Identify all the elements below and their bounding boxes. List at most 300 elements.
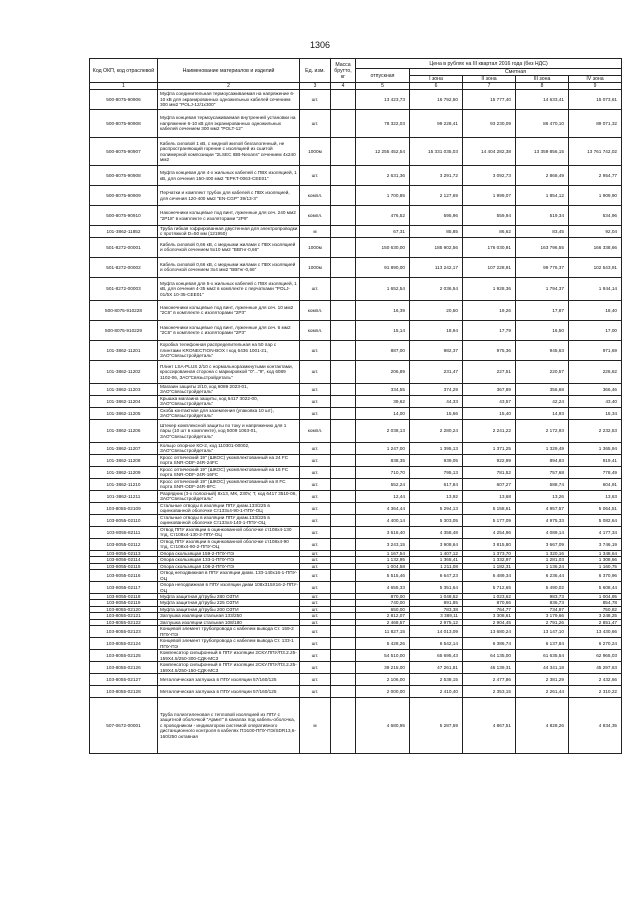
price-zone-2: 15,40 (463, 407, 516, 419)
price-zone-4: 971,69 (569, 340, 622, 360)
price-zone-2: 1 332,97 (463, 557, 516, 563)
header-otpusknaya: отпускная (356, 69, 410, 83)
price-zone-2: 4 867,51 (463, 698, 516, 754)
column-number: 9 (569, 83, 622, 90)
price-otpusknaya: 740,00 (356, 600, 410, 606)
price-zone-4: 1 004,95 (569, 594, 622, 600)
item-unit: шт. (300, 526, 331, 538)
price-zone-4: 62 965,03 (569, 650, 622, 662)
item-mass (331, 110, 356, 138)
price-zone-1: 982,37 (410, 340, 463, 360)
item-name: Наконечники кольцевые под винт, луженные для сеч. 240 мм2 "2Р18" в комплекте с изоляторами "2Р9" (158, 206, 300, 226)
table-row (90, 466, 622, 478)
price-zone-1: 65 695,43 (410, 650, 463, 662)
price-zone-4: 13 761 742,02 (569, 138, 622, 166)
column-number: 3 (300, 83, 331, 90)
item-unit: шт. (300, 166, 331, 186)
item-unit: 1000м (300, 237, 331, 257)
item-unit: шт. (300, 502, 331, 514)
price-zone-3: 6 236,44 (516, 570, 569, 582)
item-name: Труба полиэтиленовая с тепловой изоляцией из ППУ с защитной оболочкой "Армит" в каналах под кабель-оболочка, с проводником - индикатором системой оперативного дистанционного контроля в кабелях ПЭ100-ППУ-ПЭ/SDR13,6-160/250 октавная (158, 698, 300, 754)
item-name: Стальные отводы в изоляции ППУ диам.133/225 в оцинкованной оболочке Ст133х4-90-1-ППУ-ОЦ (158, 502, 300, 514)
price-otpusknaya: 4 400,14 (356, 514, 410, 526)
price-zone-1: 374,29 (410, 383, 463, 395)
item-unit: шт. (300, 90, 331, 110)
price-zone-2: 2 353,15 (463, 686, 516, 698)
header-price-title: Цена в рублях на III квартал 2016 года (без НДС) (356, 59, 622, 69)
item-name: Отвод ППУ изоляции в оцинкованной оболочке ст108х4-90 тпд, Ст108х4-90-2-ППУ-ОЦ (158, 538, 300, 550)
table-row (90, 419, 622, 442)
price-zone-3: 6 137,84 (516, 638, 569, 650)
table-row (90, 662, 622, 674)
item-code: 101-3862-11210 (90, 478, 158, 490)
table-row (90, 237, 622, 257)
price-otpusknaya: 5 515,46 (356, 570, 410, 582)
price-zone-2: 14 404 282,38 (463, 138, 516, 166)
price-zone-4: 5 608,44 (569, 582, 622, 594)
column-number: 2 (158, 83, 300, 90)
table-row (90, 166, 622, 186)
item-name: Муфта соединительная термоусаживаемая на напряжение 6-10 кВ для экранированных одножильных кабелей сечением 300 мм2 "POLJ-12/1x300" (158, 90, 300, 110)
price-zone-4: 750,82 (569, 606, 622, 612)
item-unit: шт. (300, 570, 331, 582)
item-code: 103-8055-02114 (90, 557, 158, 563)
item-unit: шт. (300, 110, 331, 138)
price-zone-4: 2 310,22 (569, 686, 622, 698)
item-name: Кольцо опорное КО-2, код 110301-00002, ЗАО"Связьстройдеталь" (158, 442, 300, 454)
table-row (90, 650, 622, 662)
price-zone-1: 1 365,41 (410, 557, 463, 563)
price-otpusknaya: 2 812,07 (356, 613, 410, 619)
item-mass (331, 206, 356, 226)
table-row (90, 360, 622, 383)
price-zone-1: 4 358,48 (410, 526, 463, 538)
price-zone-1: 99 228,41 (410, 110, 463, 138)
price-zone-1: 1 407,12 (410, 550, 463, 556)
price-zone-1: 5 294,13 (410, 502, 463, 514)
item-mass (331, 340, 356, 360)
item-code: 101-3862-11206 (90, 419, 158, 442)
price-zone-1: 2 410,40 (410, 686, 463, 698)
price-zone-4: 4 177,34 (569, 526, 622, 538)
price-zone-3: 83,45 (516, 226, 569, 238)
price-zone-3: 945,63 (516, 340, 569, 360)
item-mass (331, 395, 356, 407)
item-mass (331, 237, 356, 257)
item-name: Кабель силовой 0,66 кВ, с медными жилами с ПВХ изоляцией и оболочкой сечением 3х4 мм2 "ВВГнг-0,66" (158, 257, 300, 277)
item-mass (331, 538, 356, 550)
table-row (90, 686, 622, 698)
price-zone-3: 2 381,29 (516, 674, 569, 686)
price-zone-3: 836,73 (516, 600, 569, 606)
price-zone-4: 534,96 (569, 206, 622, 226)
price-zone-3: 1 281,03 (516, 557, 569, 563)
item-unit: шт. (300, 490, 331, 502)
price-zone-3: 42,24 (516, 395, 569, 407)
table-body (90, 90, 622, 754)
column-number: 6 (410, 83, 463, 90)
price-otpusknaya: 3 243,15 (356, 538, 410, 550)
item-unit: шт. (300, 650, 331, 662)
price-zone-1: 891,85 (410, 600, 463, 606)
item-unit: шт. (300, 550, 331, 556)
price-zone-2: 975,36 (463, 340, 516, 360)
price-otpusknaya: 650,00 (356, 606, 410, 612)
item-name: Компенсатор сильфонный в ППУ изоляции 2СКУ.ППУ/П3.2.25-159Х4.5/250-300-СДК-МСЗ (158, 650, 300, 662)
item-name: Муфта концевая термоусаживаемая внутренней установки на напряжение 6-10 кВ для экранированных одножильных кабелей сечением 300 мм2 "POLT-12" (158, 110, 300, 138)
item-name: Перчатки и комплект трубок для кабелей с ПВХ изоляцией, для сечения 120-400 мм2 "EN-CGP" 39/13-3" (158, 186, 300, 206)
item-code: 103-8055-02117 (90, 582, 158, 594)
price-otpusknaya: 15,14 (356, 320, 410, 340)
price-zone-2: 781,52 (463, 466, 516, 478)
item-mass (331, 383, 356, 395)
price-otpusknaya: 150 630,00 (356, 237, 410, 257)
item-unit: шт. (300, 686, 331, 698)
item-unit: шт. (300, 407, 331, 419)
price-zone-3: 86 470,10 (516, 110, 569, 138)
price-zone-2: 46 139,31 (463, 662, 516, 674)
price-otpusknaya: 12 255 452,54 (356, 138, 410, 166)
price-zone-2: 93 230,09 (463, 110, 516, 138)
price-zone-4: 778,49 (569, 466, 622, 478)
item-unit: шт. (300, 514, 331, 526)
price-zone-2: 2 241,22 (463, 419, 516, 442)
price-zone-1: 5 287,59 (410, 698, 463, 754)
item-code: 101-3862-11201 (90, 340, 158, 360)
price-zone-2: 607,27 (463, 478, 516, 490)
item-name: Металлическая заглушка в ППУ изоляции 57/160/125 (158, 686, 300, 698)
item-name: Штекер комплексной защиты по току и напряжению для 1 пары (10 шт в комплекте), код 5009 1063-01, ЗАО"Связьстройдеталь" (158, 419, 300, 442)
column-number: 5 (356, 83, 410, 90)
item-name: Коробка телефонная распределительная на 50 пар с плинтами KRONECTION-BOX I код 6436 1001-21, ЗАО"Связьстройдеталь" (158, 340, 300, 360)
header-zone-2: II зона (463, 76, 516, 83)
price-zone-3: 894,83 (516, 454, 569, 466)
header-mass: Масса брутто, кг (331, 59, 356, 83)
price-zone-1: 2 127,69 (410, 186, 463, 206)
price-zone-1: 939,05 (410, 454, 463, 466)
item-mass (331, 570, 356, 582)
item-code: 500-8075-90908 (90, 110, 158, 138)
price-zone-2: 1 182,31 (463, 563, 516, 569)
price-zone-1: 2 538,15 (410, 674, 463, 686)
table-row (90, 407, 622, 419)
item-mass (331, 257, 356, 277)
table-row (90, 538, 622, 550)
item-mass (331, 442, 356, 454)
price-zone-4: 15 073,61 (569, 90, 622, 110)
item-mass (331, 466, 356, 478)
item-code: 101-3862-11205 (90, 407, 158, 419)
price-zone-3: 14 633,41 (516, 90, 569, 110)
item-mass (331, 419, 356, 442)
price-zone-2: 5 177,09 (463, 514, 516, 526)
item-code: 101-3862-11204 (90, 395, 158, 407)
price-zone-4: 1 844,14 (569, 277, 622, 300)
price-zone-2: 64 135,00 (463, 650, 516, 662)
item-mass (331, 638, 356, 650)
price-zone-4: 4 834,35 (569, 698, 622, 754)
item-unit: 1000м (300, 138, 331, 166)
price-zone-4: 17,00 (569, 320, 622, 340)
price-zone-2: 922,99 (463, 454, 516, 466)
item-name: Стальные отводы в изоляции ППУ диам.133/225 в оцинкованной оболочке Ст133х4-140-1-ППУ-ОЦ (158, 514, 300, 526)
price-zone-3: 13 147,10 (516, 626, 569, 638)
item-unit: шт. (300, 638, 331, 650)
item-mass (331, 90, 356, 110)
price-zone-1: 14 013,09 (410, 626, 463, 638)
price-zone-4: 919,41 (569, 454, 622, 466)
price-zone-2: 6 489,34 (463, 570, 516, 582)
table-row (90, 514, 622, 526)
price-otpusknaya: 476,52 (356, 206, 410, 226)
item-code: 103-8055-02121 (90, 613, 158, 619)
price-zone-2: 870,66 (463, 600, 516, 606)
table-row (90, 478, 622, 490)
price-zone-2: 107 228,91 (463, 257, 516, 277)
table-row (90, 206, 622, 226)
table-row (90, 90, 622, 110)
item-code: 101-3862-11852 (90, 226, 158, 238)
item-unit: компл. (300, 186, 331, 206)
item-name: Концевой элемент трубопровода с кабелем вывода Ст. 133-1 ППУ-ПЭ (158, 638, 300, 650)
item-mass (331, 662, 356, 674)
price-zone-3: 13 359 856,15 (516, 138, 569, 166)
price-otpusknaya: 54 510,00 (356, 650, 410, 662)
column-number: 1 (90, 83, 158, 90)
item-unit: компл. (300, 419, 331, 442)
item-unit: шт. (300, 466, 331, 478)
item-mass (331, 320, 356, 340)
price-zone-1: 15,66 (410, 407, 463, 419)
item-mass (331, 478, 356, 490)
table-row (90, 526, 622, 538)
item-code: 103-8055-02120 (90, 606, 158, 612)
price-zone-2: 764,77 (463, 606, 516, 612)
price-otpusknaya: 1 700,85 (356, 186, 410, 206)
item-code: 101-3862-11209 (90, 466, 158, 478)
price-zone-3: 4 957,57 (516, 502, 569, 514)
price-zone-2: 2 477,86 (463, 674, 516, 686)
item-name: Отвод ППУ изоляции в оцинкованной оболочке ст108х4-130 тпд, Ст108х4-130-2-ППУ-ОЦ (158, 526, 300, 538)
header-smetnaya: Сметная (410, 69, 622, 76)
price-zone-3: 1 329,49 (516, 442, 569, 454)
item-code: 103-8055-02124 (90, 638, 158, 650)
price-zone-1: 85,85 (410, 226, 463, 238)
price-zone-2: 13,68 (463, 490, 516, 502)
item-unit: шт. (300, 619, 331, 625)
price-zone-4: 166 338,66 (569, 237, 622, 257)
table-row (90, 340, 622, 360)
item-code: 500-8075-90909 (90, 186, 158, 206)
price-zone-2: 1 023,62 (463, 594, 516, 600)
price-otpusknaya: 14,00 (356, 407, 410, 419)
price-zone-4: 3 248,25 (569, 613, 622, 619)
item-code: 103-8055-02110 (90, 514, 158, 526)
price-zone-3: 356,68 (516, 383, 569, 395)
item-unit: шт. (300, 360, 331, 383)
table-row (90, 490, 622, 502)
item-name: Плинт LSA-PLUS 2/10 с нормальноразмкнутыми контактами, кроссированная сторона с маркировкой "0"..."9", код 6089 1102-06, ЗАО"Связьстройдеталь" (158, 360, 300, 383)
price-otpusknaya: 16,39 (356, 300, 410, 320)
price-otpusknaya: 206,89 (356, 360, 410, 383)
price-zone-3: 4 828,26 (516, 698, 569, 754)
price-otpusknaya: 2 106,00 (356, 674, 410, 686)
item-unit: шт. (300, 395, 331, 407)
price-zone-1: 1 048,52 (410, 594, 463, 600)
price-zone-1: 13,92 (410, 490, 463, 502)
price-zone-3: 4 975,33 (516, 514, 569, 526)
table-row (90, 138, 622, 166)
price-zone-4: 1 160,75 (569, 563, 622, 569)
price-otpusknaya: 838,35 (356, 454, 410, 466)
item-name: Концевой элемент трубопровода с кабелем вывода Ст. 159-2 ППУ-ПЭ (158, 626, 300, 638)
item-code: 500-8075-90908 (90, 166, 158, 186)
price-zone-4: 3 746,19 (569, 538, 622, 550)
price-otpusknaya: 870,00 (356, 594, 410, 600)
item-code: 103-8055-02119 (90, 600, 158, 606)
price-zone-2: 227,51 (463, 360, 516, 383)
price-otpusknaya: 12,44 (356, 490, 410, 502)
price-otpusknaya: 4 655,33 (356, 582, 410, 594)
price-zone-3: 2 791,26 (516, 619, 569, 625)
price-zone-4: 2 954,77 (569, 166, 622, 186)
item-code: 507-0672-00001 (90, 698, 158, 754)
table-row (90, 582, 622, 594)
item-name: Муфта защитная д/трубы 200 ОЗТИ (158, 606, 300, 612)
item-code: 103-8055-02115 (90, 563, 158, 569)
price-otpusknaya: 710,70 (356, 466, 410, 478)
table-row (90, 638, 622, 650)
price-zone-1: 1 211,08 (410, 563, 463, 569)
item-name: Металлическая заглушка в ППУ изоляции 57/160/125 (158, 674, 300, 686)
item-code: 103-8055-02118 (90, 594, 158, 600)
item-unit: шт. (300, 454, 331, 466)
item-code: 103-8055-02116 (90, 570, 158, 582)
item-name: Кабель силовой 1 кВ, с медной жилой безгалогенный, не распространяющий горение с изоляцией из сшитой полимерной композиции "2LSEC IBB-Nexans" сечением 4х240 мм2 (158, 138, 300, 166)
item-unit: шт. (300, 674, 331, 686)
price-zone-1: 20,50 (410, 300, 463, 320)
item-code: 501-8272-00001 (90, 237, 158, 257)
item-unit: шт. (300, 557, 331, 563)
price-zone-2: 19,26 (463, 300, 516, 320)
item-code: 101-3862-11208 (90, 454, 158, 466)
price-zone-4: 15,34 (569, 407, 622, 419)
item-code: 500-8075-90906 (90, 90, 158, 110)
item-mass (331, 650, 356, 662)
item-name: Скоба контактная для заземления (упаковка 10 шт), ЗАО"Связьстройдеталь" (158, 407, 300, 419)
price-zone-4: 1 348,64 (569, 550, 622, 556)
price-otpusknaya: 39,62 (356, 395, 410, 407)
item-name: Отвод неподвижная в ППУ изоляции диам. 133-140х16-1-ППУ-ОЦ (158, 570, 300, 582)
price-zone-1: 2 036,54 (410, 277, 463, 300)
price-zone-1: 231,47 (410, 360, 463, 383)
price-zone-3: 14,93 (516, 407, 569, 419)
price-zone-1: 18,94 (410, 320, 463, 340)
item-name: Муфта защитная д/трубы 225 ОЗТИ (158, 600, 300, 606)
item-mass (331, 582, 356, 594)
price-zone-3: 588,74 (516, 478, 569, 490)
item-name: Компенсатор сильфонный в ППУ изоляции 2СКУ.ППУ/П3.2.25-159Х4.5/250-150-СДК-МСЗ (158, 662, 300, 674)
price-zone-3: 2 868,49 (516, 166, 569, 186)
item-code: 500-8075-90907 (90, 138, 158, 166)
price-zone-2: 17,79 (463, 320, 516, 340)
item-unit: компл. (300, 206, 331, 226)
price-zone-1: 595,96 (410, 206, 463, 226)
price-zone-1: 617,84 (410, 478, 463, 490)
item-name: Заглушка изоляции стальная 133/250 (158, 613, 300, 619)
item-code: 101-3862-11207 (90, 442, 158, 454)
item-mass (331, 490, 356, 502)
table-row (90, 320, 622, 340)
item-unit: шт. (300, 582, 331, 594)
item-unit: шт. (300, 613, 331, 619)
header-code: Код ОКП, код отраслевой (90, 59, 158, 83)
item-mass (331, 674, 356, 686)
price-zone-3: 519,34 (516, 206, 569, 226)
price-zone-2: 13 680,24 (463, 626, 516, 638)
price-zone-1: 44,33 (410, 395, 463, 407)
price-zone-4: 1 909,90 (569, 186, 622, 206)
price-zone-4: 366,46 (569, 383, 622, 395)
table-row (90, 698, 622, 754)
item-unit: шт. (300, 538, 331, 550)
table-row (90, 442, 622, 454)
price-zone-3: 734,97 (516, 606, 569, 612)
price-zone-2: 3 815,80 (463, 538, 516, 550)
item-unit: шт. (300, 563, 331, 569)
price-zone-4: 2 432,66 (569, 674, 622, 686)
price-zone-1: 6 647,23 (410, 570, 463, 582)
price-zone-2: 559,94 (463, 206, 516, 226)
item-mass (331, 526, 356, 538)
price-zone-2: 4 254,96 (463, 526, 516, 538)
column-number: 7 (463, 83, 516, 90)
item-name: Опора скользящая 108-2-ППУ-ПЭ (158, 563, 300, 569)
price-zone-2: 43,57 (463, 395, 516, 407)
price-zone-3: 1 136,24 (516, 563, 569, 569)
item-unit: шт. (300, 594, 331, 600)
price-otpusknaya: 2 000,00 (356, 686, 410, 698)
price-zone-4: 604,91 (569, 478, 622, 490)
header-zone-4: IV зона (569, 76, 622, 83)
table-row (90, 626, 622, 638)
price-zone-2: 3 308,61 (463, 613, 516, 619)
price-otpusknaya: 67,31 (356, 226, 410, 238)
price-zone-1: 185 902,56 (410, 237, 463, 257)
item-name: Кросс оптический 19" (ШКОС) укомплектованный на 16 FC порта SNR-ODF-24R-16FC (158, 466, 300, 478)
price-zone-1: 795,13 (410, 466, 463, 478)
header-name: Наименование материалов и изделий (158, 59, 300, 83)
item-name: Муфта концевая для 5-х жильных кабелей с ПВХ изоляцией, 1 кВ, для сечения 4-35 мм2 в комплекте с перчатками "POLJ-01/5X 10-35-CEE01" (158, 277, 300, 300)
item-mass (331, 138, 356, 166)
item-mass (331, 686, 356, 698)
price-otpusknaya: 1 004,58 (356, 563, 410, 569)
header-zone-3: III зона (516, 76, 569, 83)
price-zone-3: 2 261,44 (516, 686, 569, 698)
table-row (90, 383, 622, 395)
item-unit: шт. (300, 340, 331, 360)
price-zone-4: 13,63 (569, 490, 622, 502)
price-zone-4: 226,62 (569, 360, 622, 383)
price-zone-4: 854,78 (569, 600, 622, 606)
item-code: 103-8055-82111 (90, 526, 158, 538)
item-name: Разрядник (3-х полосный) 8х13, МК, 230V, Т, код 6417 3510-06, ЗАО"Связьстройдеталь" (158, 490, 300, 502)
price-zone-1: 6 542,14 (410, 638, 463, 650)
item-code: 501-8272-00002 (90, 257, 158, 277)
item-mass (331, 166, 356, 186)
table-row (90, 674, 622, 686)
price-otpusknaya: 3 616,40 (356, 526, 410, 538)
